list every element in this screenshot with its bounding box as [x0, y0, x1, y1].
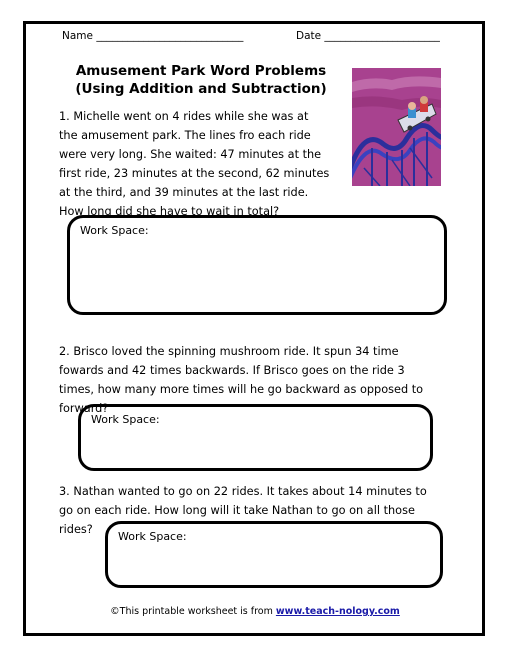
question-1-line: How long did she have to wait in total?	[59, 205, 280, 218]
date-field-label: Date ______________________	[296, 30, 440, 42]
footer-text: ©This printable worksheet is from	[110, 606, 276, 617]
work-space-box-3[interactable]	[105, 521, 443, 588]
footer	[0, 606, 510, 617]
question-2-line: forward?	[59, 402, 109, 415]
question-2-line: 2. Brisco loved the spinning mushroom ride. It spun 34 time	[59, 345, 399, 358]
work-space-label: Work Space:	[80, 224, 149, 237]
roller-coaster-image	[352, 68, 441, 186]
footer-link[interactable]: www.teach-nology.com	[275, 606, 400, 617]
roller-coaster-picture	[352, 68, 441, 186]
question-1-line: 1. Michelle went on 4 rides while she was at	[59, 110, 309, 123]
question-1-line: first ride, 23 minutes at the second, 62 minutes	[59, 167, 330, 180]
question-3-line: 3. Nathan wanted to go on 22 rides. It takes about 14 minutes to	[59, 485, 427, 498]
title-line-2: (Using Addition and Subtraction)	[75, 81, 327, 97]
work-space-box-2[interactable]	[78, 404, 433, 471]
question-3-line: go on each ride. How long will it take Nathan to go on all those	[59, 504, 415, 517]
question-3-line: rides?	[59, 523, 93, 536]
name-field-label: Name ____________________________	[62, 30, 244, 42]
work-space-label: Work Space:	[91, 413, 160, 426]
title-line-1: Amusement Park Word Problems	[75, 63, 327, 79]
question-2-line: times, how many more times will he go backward as opposed to	[59, 383, 424, 396]
work-space-label: Work Space:	[118, 530, 187, 543]
question-1-line: were very long. She waited: 47 minutes at the	[59, 148, 322, 161]
question-1-line: the amusement park. The lines fro each ride	[59, 129, 311, 142]
work-space-box-1[interactable]	[67, 215, 447, 315]
question-1	[59, 107, 359, 221]
worksheet-title	[62, 62, 340, 98]
question-1-line: at the third, and 39 minutes at the last ride.	[59, 186, 309, 199]
question-2-line: fowards and 42 times backwards. If Brisco goes on the ride 3	[59, 364, 405, 377]
